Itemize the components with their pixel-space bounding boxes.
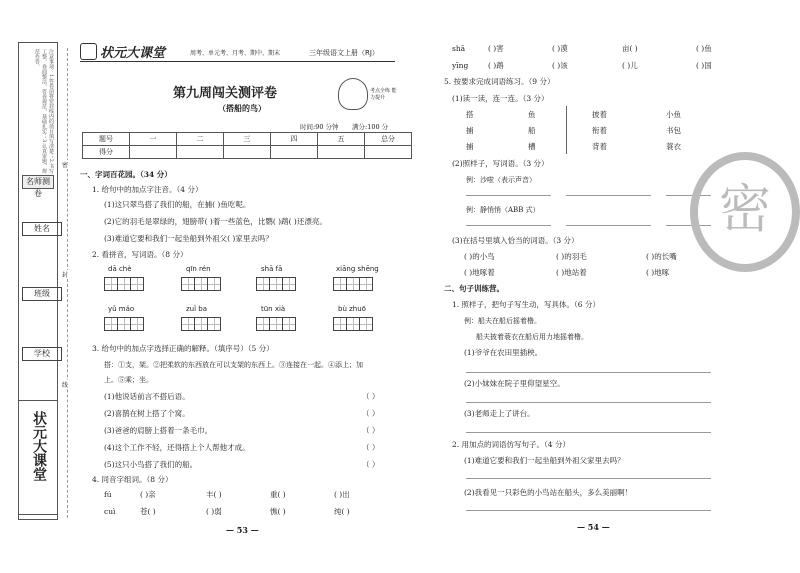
writing-grid[interactable]	[256, 277, 295, 291]
question-5-3: (3)在括号里填入恰当的词语。（3 分）	[452, 236, 579, 245]
homophone-item[interactable]: ( )国	[696, 61, 712, 70]
homophone-pinyin: shā	[452, 44, 466, 53]
question-1-2: (2)它的羽毛是翠绿的，翅膀带( )着一些蓝色，比鹦( )鹉( )还漂亮。	[104, 217, 327, 226]
sidebar-logo-text: 状元大课堂	[31, 411, 47, 481]
homophone-item[interactable]: ( )害	[488, 44, 504, 53]
match-divider	[566, 106, 567, 154]
pinyin-label: shā fā	[261, 265, 283, 273]
example-2: 例：静悄悄（ABB 式）	[466, 206, 540, 214]
score-cell: 二	[177, 133, 224, 146]
score-input[interactable]	[130, 146, 177, 159]
fill-item[interactable]: ( )地啄	[646, 268, 670, 277]
pinyin-label: dā chè	[108, 265, 132, 273]
match-item[interactable]: 背着	[592, 142, 607, 151]
seal-stamp-char: 密	[718, 180, 771, 240]
homophone-item[interactable]: 重( )	[270, 490, 286, 499]
answer-blank[interactable]: （ ）	[362, 426, 380, 435]
answer-line[interactable]	[466, 372, 711, 373]
match-item[interactable]: 书包	[666, 126, 681, 135]
homophone-item[interactable]: ( )儿	[622, 61, 638, 70]
fill-item[interactable]: ( )地站着	[556, 268, 587, 277]
question-3-2: (2)喜鹊在树上搭了个窝。	[104, 409, 190, 418]
mascot-image	[338, 78, 368, 110]
seal-char-2: 封	[62, 272, 69, 279]
score-input[interactable]	[365, 146, 412, 159]
answer-line[interactable]	[466, 478, 711, 479]
homophone-item[interactable]: ( )弱	[206, 507, 222, 516]
question-1-3: (3)难道它要和我们一起坐船到外祖父( )家里去吗？	[104, 234, 273, 243]
exam-full-score: 满分:100 分	[352, 123, 389, 131]
homophone-item[interactable]: ( )亲	[140, 490, 156, 499]
question-5-1: (1)读一读，连一连。（3 分）	[452, 94, 549, 103]
match-item[interactable]: 捕	[466, 126, 474, 135]
score-cell: 总分	[365, 133, 412, 146]
section-2-heading: 二、句子训练营。	[444, 284, 504, 293]
sentence-item-3: (3)老师走上了讲台。	[464, 409, 535, 418]
question-1-1: (1)这只翠鸟搭了我们的船，在捕( )鱼吃呢。	[104, 200, 251, 209]
question-3-4: (4)这个工作不轻，还得搭上个人帮他才成。	[104, 443, 250, 452]
name-label: 姓名	[22, 222, 62, 236]
answer-line[interactable]	[466, 225, 551, 226]
fill-item[interactable]: ( )地啄着	[464, 268, 495, 277]
homophone-item[interactable]: 憔( )	[270, 507, 286, 516]
match-item[interactable]: 鱼	[528, 110, 536, 119]
homophone-item[interactable]: 纯( )	[334, 507, 350, 516]
score-cell: 题号	[83, 133, 130, 146]
homophone-item[interactable]: 苍( )	[140, 507, 156, 516]
page-number-right: — 54 —	[577, 522, 610, 532]
sentence-example: 例：船夫在船后摇着橹。	[464, 317, 541, 325]
seal-char-3: 线	[62, 382, 69, 389]
sentence-example-answer: 船夫披着蓑衣在船后用力地摇着橹。	[476, 333, 588, 341]
imitation-item-2: (2)我看见一只彩色的小鸟站在船头，多么美丽啊！	[464, 488, 633, 497]
score-cell: 三	[224, 133, 271, 146]
score-input[interactable]	[224, 146, 271, 159]
match-item[interactable]: 衔着	[592, 126, 607, 135]
answer-blank[interactable]: （ ）	[362, 392, 380, 401]
homophone-pinyin: yīng	[452, 61, 469, 70]
sentence-question-2: 2. 用加点的词语仿写句子。（4 分）	[452, 440, 570, 449]
answer-line[interactable]	[466, 432, 711, 433]
question-4: 4. 同音字组词。（8 分）	[92, 475, 173, 484]
imitation-item-1: (1)难道它要和我们一起坐船到外祖父家里去吗？	[464, 456, 625, 465]
fill-item[interactable]: ( )的小鸟	[464, 252, 495, 261]
question-3-5: (5)这只小鸟搭了我们的船。	[104, 460, 198, 469]
seal-stamp	[690, 152, 800, 272]
page-subtitle: （搭船的鸟）	[218, 103, 266, 113]
seal-char-1: 密	[62, 162, 69, 169]
school-label: 学校	[22, 347, 62, 361]
match-item[interactable]: 船	[528, 126, 536, 135]
homophone-item[interactable]: ( )鱼	[696, 44, 712, 53]
score-cell: 一	[130, 133, 177, 146]
homophone-item[interactable]: 亩( )	[622, 44, 638, 53]
sidebar-notes: 注意事项：1.答卷前将密封线内的项目填写清楚；2.书写工整，卷面整洁，答卷规范，基础扎实；3.认真审题，规范作答。	[34, 49, 54, 174]
question-1: 1. 给句中的加点字注音。（4 分）	[92, 185, 203, 194]
page-title: 第九周闯关测评卷	[173, 86, 278, 101]
seal-line	[67, 48, 68, 518]
example-1: 例：沙啦（表示声音）	[466, 176, 536, 184]
question-3-1: (1)他说话前言不搭后语。	[104, 392, 190, 401]
homophone-item[interactable]: 丰( )	[206, 490, 222, 499]
score-input[interactable]	[177, 146, 224, 159]
match-item[interactable]: 槽	[528, 142, 536, 151]
header-rule	[80, 61, 395, 62]
page-number-left: — 53 —	[226, 525, 259, 535]
score-cell: 四	[271, 133, 318, 146]
writing-grid[interactable]	[181, 317, 220, 331]
writing-grid[interactable]	[181, 277, 220, 291]
question-3-options-2: 上。⑤乘；坐。	[104, 376, 153, 384]
score-input[interactable]	[271, 146, 318, 159]
writing-grid[interactable]	[333, 317, 372, 331]
question-5-2: (2)照样子，写词语。（3 分）	[452, 159, 549, 168]
question-3-options: 搭：①支，架。②把柔软的东西放在可以支架的东西上。③连接在一起。④添上；加	[104, 361, 363, 369]
homophone-item[interactable]: ( )出	[334, 490, 350, 499]
answer-line[interactable]	[466, 510, 711, 511]
homophone-item[interactable]: ( )漠	[552, 44, 568, 53]
homophone-pinyin: fú	[104, 490, 112, 499]
sidebar-logo	[18, 400, 58, 515]
sentence-item-2: (2)小妹妹在院子里仰望星空。	[464, 379, 565, 388]
answer-blank[interactable]: （ ）	[362, 409, 380, 418]
writing-grid[interactable]	[104, 317, 143, 331]
writing-grid[interactable]	[256, 317, 295, 331]
sidebar-badge: 名师测卷	[22, 175, 54, 189]
score-table-row	[83, 146, 412, 159]
score-table-row	[83, 133, 412, 146]
brand-icon	[80, 43, 97, 60]
pinyin-label: zuǐ ba	[186, 305, 208, 313]
fill-item[interactable]: ( )的长嘴	[646, 252, 677, 261]
score-cell: 五	[318, 133, 365, 146]
pinyin-label: yǔ máo	[108, 305, 135, 313]
pinyin-label: bù zhuō	[338, 305, 366, 313]
match-item[interactable]: 披着	[592, 110, 607, 119]
grade-label: 三年级语文上册（RJ）	[309, 49, 379, 57]
match-item[interactable]: 小鱼	[666, 110, 681, 119]
question-3-3: (3)爸爸的肩膀上搭着一条毛巾。	[104, 426, 213, 435]
fill-item[interactable]: ( )的羽毛	[556, 252, 587, 261]
exam-time: 时间:90 分钟	[300, 123, 339, 131]
pinyin-label: xiāng shēng	[336, 265, 379, 273]
match-item[interactable]: 搭	[466, 110, 474, 119]
match-item[interactable]: 捕	[466, 142, 474, 151]
answer-line[interactable]	[466, 195, 551, 196]
answer-blank[interactable]: （ ）	[362, 443, 380, 452]
score-cell: 得分	[83, 146, 130, 159]
class-label: 班级	[22, 287, 62, 301]
homophone-item[interactable]: ( )该	[552, 61, 568, 70]
score-table	[82, 132, 412, 159]
section-1-heading: 一、字词百花园。（34 分）	[80, 170, 172, 179]
answer-blank[interactable]: （ ）	[362, 460, 380, 469]
mascot-text: 考点全练 能力提升	[370, 88, 397, 101]
answer-line[interactable]	[566, 195, 651, 196]
sentence-question-1: 1. 照样子，把句子写生动，写具体。（6 分）	[452, 300, 600, 309]
homophone-item[interactable]: ( )鹉	[488, 61, 504, 70]
brand-sub: 周考、单元考、月考、期中、期末	[190, 50, 281, 57]
writing-grid[interactable]	[104, 277, 143, 291]
pinyin-label: qīn rén	[186, 265, 211, 273]
score-input[interactable]	[318, 146, 365, 159]
question-3: 3. 给句中的加点字选择正确的解释。（填序号）（5 分）	[92, 344, 274, 353]
match-item[interactable]: 蓑衣	[666, 142, 681, 151]
homophone-pinyin: cuì	[104, 507, 116, 516]
brand-title: 状元大课堂	[100, 46, 166, 61]
writing-grid[interactable]	[333, 277, 372, 291]
answer-line[interactable]	[566, 225, 651, 226]
sentence-item-1: (1)爷爷在农田里插秧。	[464, 348, 543, 357]
answer-line[interactable]	[466, 402, 711, 403]
pinyin-label: tūn xià	[261, 305, 286, 313]
question-2: 2. 看拼音，写词语。（8 分）	[92, 250, 188, 259]
question-5: 5. 按要求完成词语练习。（9 分）	[444, 77, 555, 86]
